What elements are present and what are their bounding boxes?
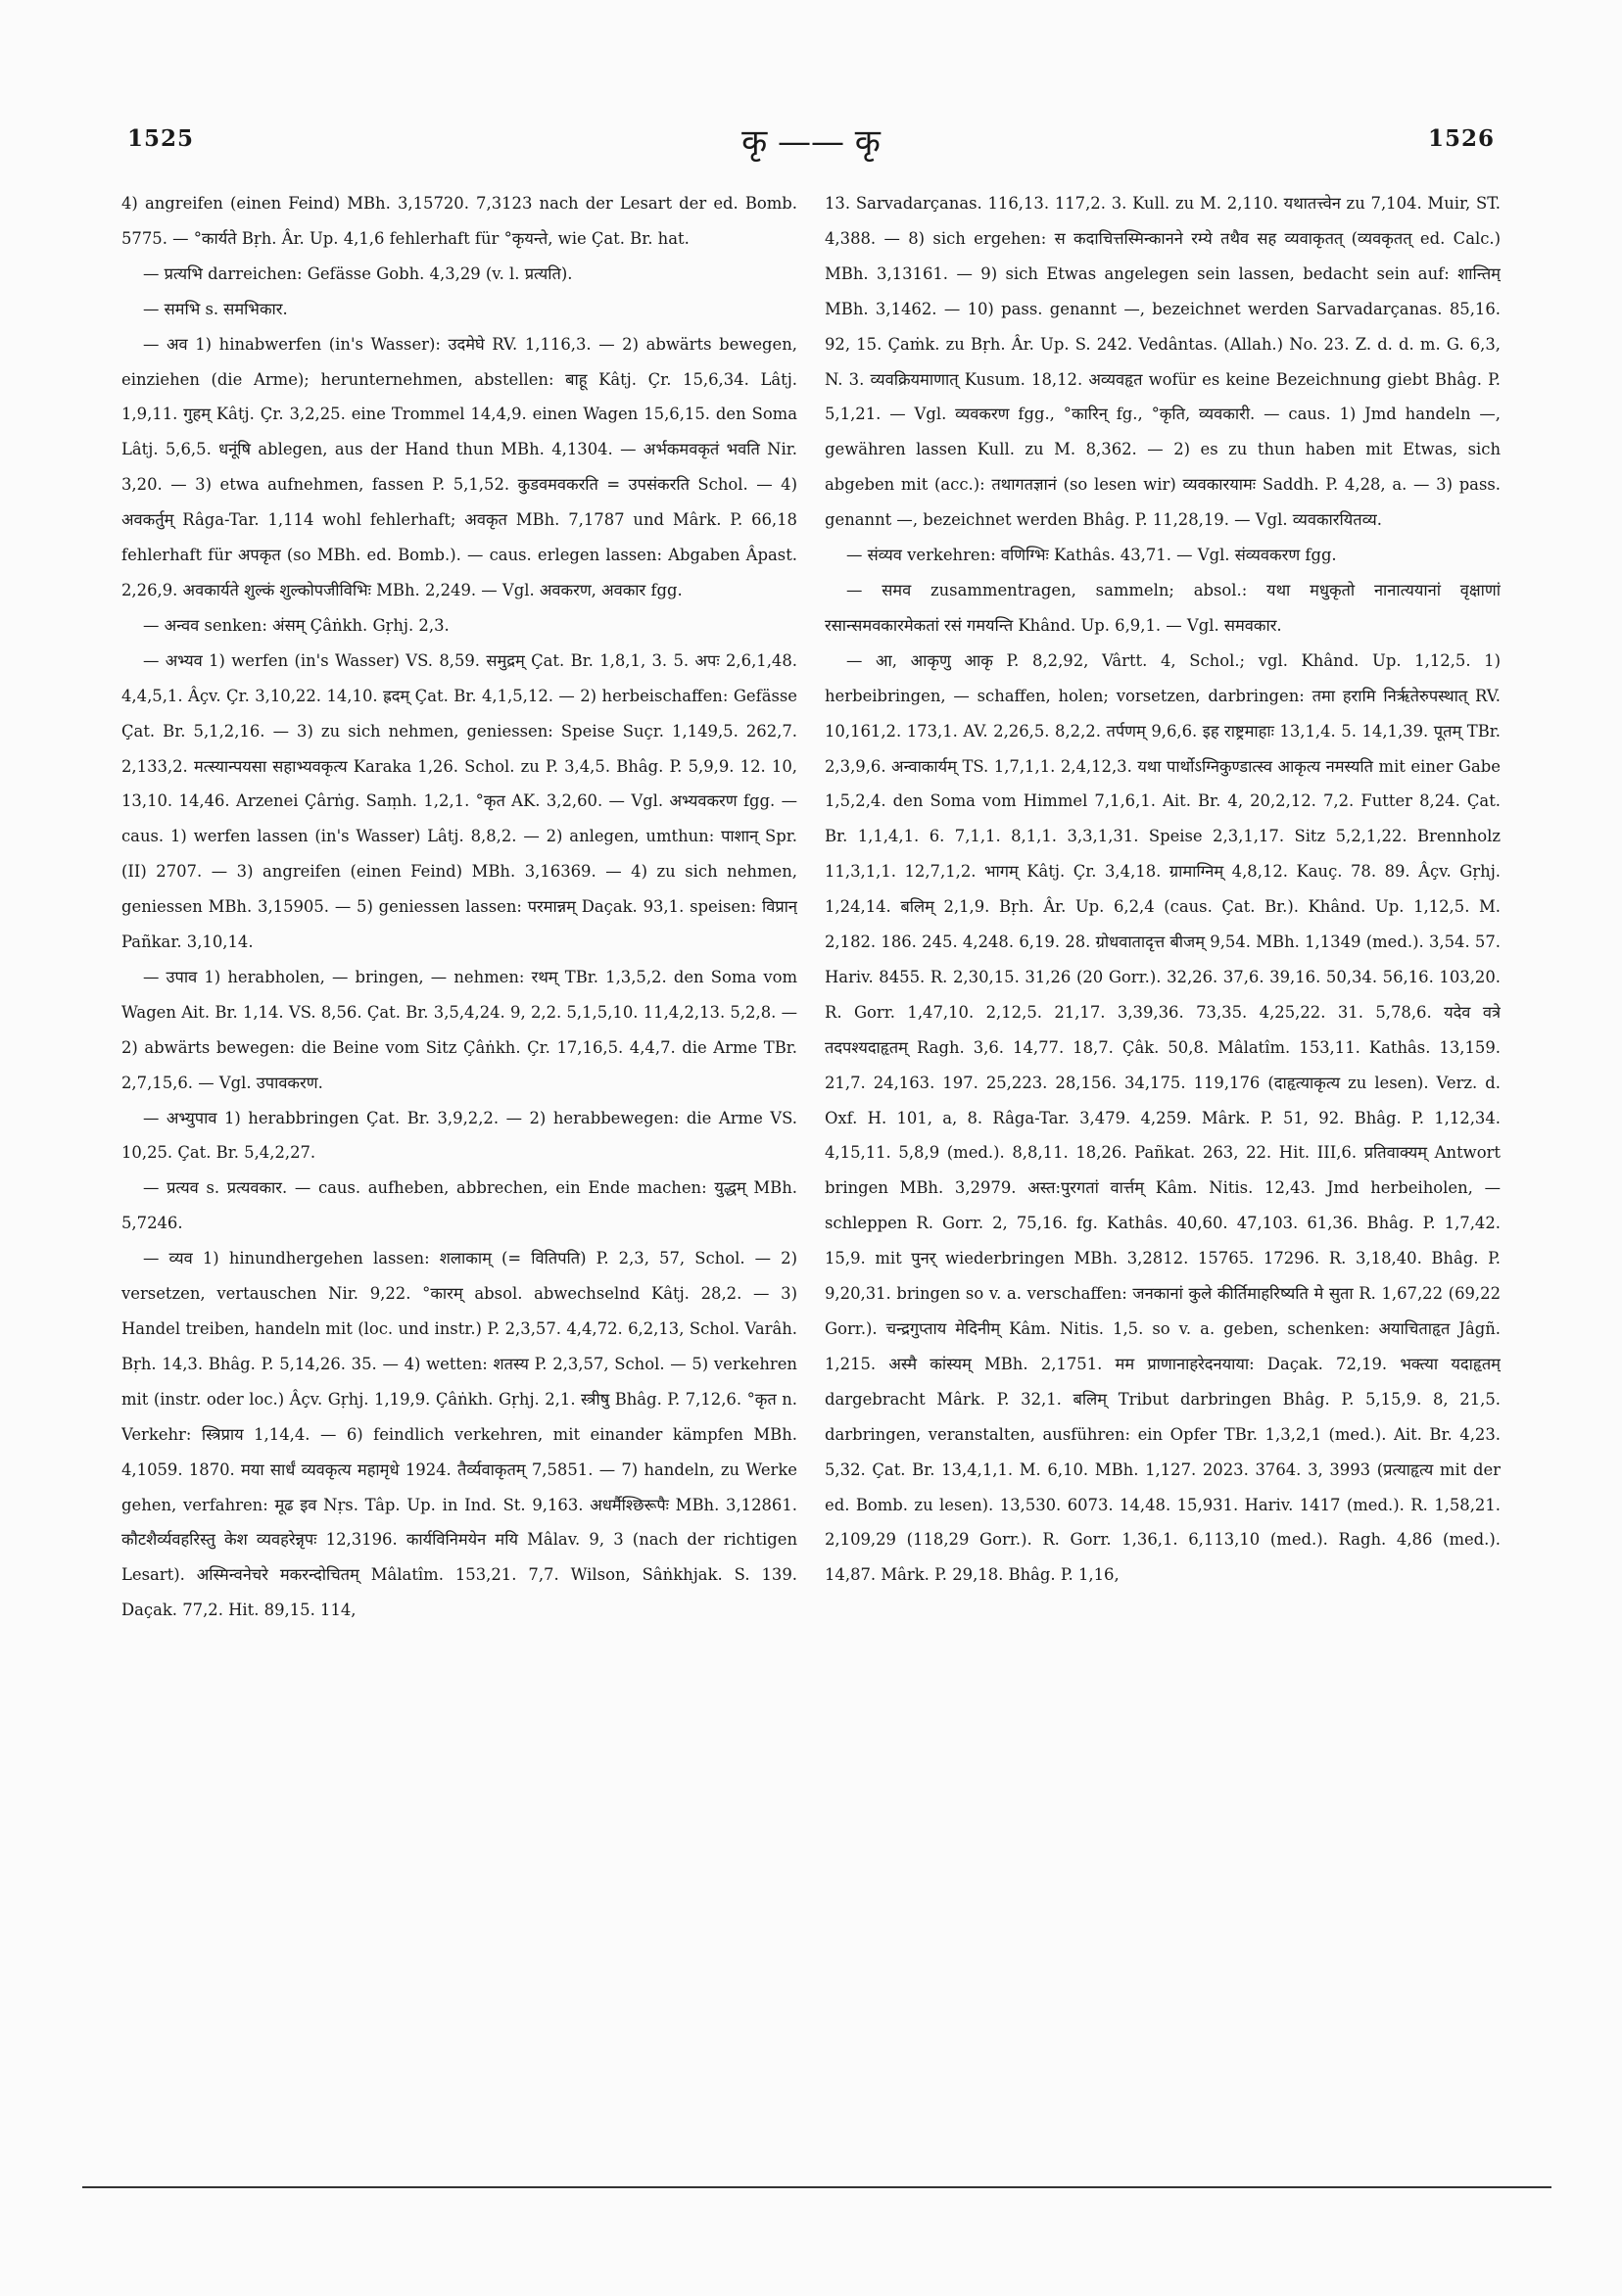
entry-paragraph: 4) angreifen (einen Feind) MBh. 3,15720. 7,3123 nach der Lesart der ed. Bomb. 5775. — °कार्यते Bṛh. Âr. Up. 4,1,6 fehlerhaft für °कृयन्ते, wie Çat. Br. hat.	[121, 194, 797, 248]
entry-paragraph: — अभ्यव 1) werfen (in's Wasser) VS. 8,59. समुद्रम् Çat. Br. 1,8,1, 3. 5. अपः 2,6,1,48. 4,4,5,1. Âçv. Çr. 3,10,22. 14,10. ह्रदम् Çat. Br. 4,1,5,12. — 2) herbeischaffen: Gefässe Çat. Br. 5,1,2,16. — 3) zu sich nehmen, geniessen: Speise Suçr. 1,149,5. 262,7. 2,133,2. मत्स्यान्पयसा सहाभ्यवकृत्य Karaka 1,26. Schol. zu P. 3,4,5. Bhâg. P. 5,9,9. 12. 10, 13,10. 14,46. Arzenei Çârṅg. Saṃh. 1,2,1. °कृत AK. 3,2,60. — Vgl. अभ्यवकरण fgg. — caus. 1) werfen lassen (in's Wasser) Lâtj. 8,8,2. — 2) anlegen, umthun: पाशान् Spr. (II) 2707. — 3) angreifen (einen Feind) MBh. 3,16369. — 4) zu sich nehmen, geniessen MBh. 3,15905. — 5) geniessen lassen: परमान्नम् Daçak. 93,1. speisen: विप्रान् Pañkar. 3,10,14.	[121, 650, 797, 952]
entry-paragraph: — व्यव 1) hinundhergehen lassen: शलाकाम् (= वितिपति) P. 2,3, 57, Schol. — 2) versetzen, vertauschen Nir. 9,22. °कारम् absol. abwechselnd Kâtj. 28,2. — 3) Handel treiben, handeln mit (loc. und instr.) P. 2,3,57. 4,4,72. 6,2,13, Schol. Varâh. Bṛh. 14,3. Bhâg. P. 5,14,26. 35. — 4) wetten: शतस्य P. 2,3,57, Schol. — 5) verkehren mit (instr. oder loc.) Âçv. Gṛhj. 1,19,9. Çâṅkh. Gṛhj. 2,1. स्त्रीषु Bhâg. P. 7,12,6. °कृत n. Verkehr: स्त्रिप्राय 1,14,4. — 6) feindlich verkehren, mit einander kämpfen MBh. 4,1059. 1870. मया सार्धं व्यवकृत्य महामृधे 1924. तैर्व्यवाकृतम् 7,5851. — 7) handeln, zu Werke gehen, verfahren: मूढ इव Nṛs. Tâp. Up. in Ind. St. 9,163. अधर्मैश्छिरूपैः MBh. 3,12861. कौटशैर्व्यवहरिस्तु केश व्यवहरेन्नृपः 12,3196. कार्यविनिमयेन मयि Mâlav. 9, 3 (nach der richtigen Lesart). अस्मिन्वनेचरे मकरन्दोचितम् Mâlatîm. 153,21. 7,7. Wilson, Sâṅkhjak. S. 139. Daçak. 77,2. Hit. 89,15. 114,	[121, 1249, 797, 1620]
page-number-right: 1526	[1427, 125, 1495, 152]
entry-paragraph: — अव 1) hinabwerfen (in's Wasser): उदमेघे RV. 1,116,3. — 2) abwärts bewegen, einziehen (die Arme); herunternehmen, abstellen: बाहू Kâtj. Çr. 15,6,34. Lâtj. 1,9,11. गुहम् Kâtj. Çr. 3,2,25. eine Trommel 14,4,9. einen Wagen 15,6,15. den Soma Lâtj. 5,6,5. धनूंषि ablegen, aus der Hand thun MBh. 4,1304. — अर्भकमवकृतं भवति Nir. 3,20. — 3) etwa aufnehmen, fassen P. 5,1,52. कुडवमवकरति = उपसंकरति Schol. — 4) अवकर्तुम् Râga-Tar. 1,114 wohl fehlerhaft; अवकृत MBh. 7,1787 und Mârk. P. 66,18 fehlerhaft für अपकृत (so MBh. ed. Bomb.). — caus. erlegen lassen: Abgaben Âpast. 2,26,9. अवकार्यते शुल्कं शुल्कोपजीविभिः MBh. 2,249. — Vgl. अवकरण, अवकार fgg.	[121, 334, 797, 599]
footer-rule	[82, 2186, 1551, 2188]
page-number-left: 1525	[127, 125, 195, 152]
entry-paragraph: — समव zusammentragen, sammeln; absol.: यथा मधुकृतो नानात्ययानां वृक्षाणां रसान्समवकारमेकतां रसं गमयन्ति Khând. Up. 6,9,1. — Vgl. समवकार.	[825, 580, 1501, 635]
left-column	[121, 186, 797, 2077]
right-column	[825, 186, 1501, 2077]
entry-paragraph: — उपाव 1) herabholen, — bringen, — nehmen: रथम् TBr. 1,3,5,2. den Soma vom Wagen Ait. Br. 1,14. VS. 8,56. Çat. Br. 3,5,4,24. 9, 2,2. 5,1,5,10. 11,4,2,13. 5,2,8. — 2) abwärts bewegen: die Beine vom Sitz Çâṅkh. Çr. 17,16,5. 4,4,7. die Arme TBr. 2,7,15,6. — Vgl. उपावकरण.	[121, 967, 797, 1092]
entry-paragraph: 13. Sarvadarçanas. 116,13. 117,2. 3. Kull. zu M. 2,110. यथातत्त्वेन zu 7,104. Muir, ST. 4,388. — 8) sich ergehen: स कदाचित्तस्मिन्कानने रम्ये तथैव सह व्यवाकृतत् (व्यवकृतत् ed. Calc.) MBh. 3,13161. — 9) sich Etwas angelegen sein lassen, bedacht sein auf: शान्तिम् MBh. 3,1462. — 10) pass. genannt —, bezeichnet werden Sarvadarçanas. 85,16. 92, 15. Çaṁk. zu Bṛh. Âr. Up. S. 242. Vedântas. (Allah.) No. 23. Z. d. d. m. G. 6,3, N. 3. व्यवक्रियमाणात् Kusum. 18,12. अव्यवहृत wofür es keine Bezeichnung giebt Bhâg. P. 5,1,21. — Vgl. व्यवकरण fgg., °कारिन् fg., °कृति, व्यवकारी. — caus. 1) Jmd handeln —, gewähren lassen Kull. zu M. 8,362. — 2) es zu thun haben mit Etwas, sich abgeben mit (acc.): तथागतज्ञानं (so lesen wir) व्यवकारयामः Saddh. P. 4,28, a. — 3) pass. genannt —, bezeichnet werden Bhâg. P. 11,28,19. — Vgl. व्यवकारयितव्य.	[825, 194, 1501, 530]
entry-paragraph: — प्रत्यभि darreichen: Gefässe Gobh. 4,3,29 (v. l. प्रत्यति).	[143, 263, 573, 283]
entry-paragraph: — प्रत्यव s. प्रत्यवकार. — caus. aufheben, abbrechen, ein Ende machen: युद्धम् MBh. 5,7246.	[121, 1178, 797, 1233]
running-head: कृ —— कृ	[741, 122, 881, 162]
entry-paragraph: — संव्यव verkehren: वणिग्भिः Kathâs. 43,71. — Vgl. संव्यवकरण fgg.	[846, 546, 1337, 565]
entry-paragraph: — अन्वव senken: अंसम् Çâṅkh. Gṛhj. 2,3.	[143, 615, 450, 635]
entry-paragraph: — अभ्युपाव 1) herabbringen Çat. Br. 3,9,2,2. — 2) herabbewegen: die Arme VS. 10,25. Çat. Br. 5,4,2,27.	[121, 1108, 797, 1163]
page-header	[127, 122, 1495, 174]
entry-paragraph: — आ, आकृणु आकृ P. 8,2,92, Vârtt. 4, Schol.; vgl. Khând. Up. 1,12,5. 1) herbeibringen, — schaffen, holen; vorsetzen, darbringen: तमा हरामि निर्ऋतेरुपस्थात् RV. 10,161,2. 173,1. AV. 2,26,5. 8,2,2. तर्पणम् 9,6,6. इह राष्ट्रमाहाः 13,1,4. 5. 14,1,39. पूतम् TBr. 2,3,9,6. अन्वाकार्यम् TS. 1,7,1,1. 2,4,12,3. यथा पार्थोऽग्निकुण्डात्स्व आकृत्य नमस्यति mit einer Gabe 1,5,2,4. den Soma vom Himmel 7,1,6,1. Ait. Br. 4, 20,2,12. 7,2. Futter 8,24. Çat. Br. 1,1,4,1. 6. 7,1,1. 8,1,1. 3,3,1,31. Speise 2,3,1,17. Sitz 5,2,1,22. Brennholz 11,3,1,1. 12,7,1,2. भागम् Kâtj. Çr. 3,4,18. ग्रामाग्निम् 4,8,12. Kauç. 78. 89. Âçv. Gṛhj. 1,24,14. बलिम् 2,1,9. Bṛh. Âr. Up. 6,2,4 (caus. Çat. Br.). Khând. Up. 1,12,5. M. 2,182. 186. 245. 4,248. 6,19. 28. ग्रोधवातादृत्त बीजम् 9,54. MBh. 1,1349 (med.). 3,54. 57. Hariv. 8455. R. 2,30,15. 31,26 (20 Gorr.). 32,26. 37,6. 39,16. 50,34. 56,16. 103,20. R. Gorr. 1,47,10. 2,12,5. 21,17. 3,39,36. 73,35. 4,25,22. 31. 5,78,6. यदेव वत्रे तदपश्यदाहृतम् Ragh. 3,6. 14,77. 18,7. Çâk. 50,8. Mâlatîm. 153,11. Kathâs. 13,159. 21,7. 24,163. 197. 25,223. 28,156. 34,175. 119,176 (दाहृत्याकृत्य zu lesen). Verz. d. Oxf. H. 101, a, 8. Râga-Tar. 3,479. 4,259. Mârk. P. 51, 92. Bhâg. P. 1,12,34. 4,15,11. 5,8,9 (med.). 8,8,11. 18,26. Pañkat. 263, 22. Hit. III,6. प्रतिवाक्यम् Antwort bringen MBh. 3,2979. अस्त:पुरगतां वार्त्तम् Kâm. Nitis. 12,43. Jmd herbeiholen, — schleppen R. Gorr. 2, 75,16. fg. Kathâs. 40,60. 47,103. 61,36. Bhâg. P. 1,7,42. 15,9. mit पुनर् wiederbringen MBh. 3,2812. 15765. 17296. R. 3,18,40. Bhâg. P. 9,20,31. bringen so v. a. verschaffen: जनकानां कुले कीर्तिमाहरिष्यति मे सुता R. 1,67,22 (69,22 Gorr.). चन्द्रगुप्ताय मेदिनीम् Kâm. Nitis. 1,5. so v. a. geben, schenken: अयाचिताहृत Jâgñ. 1,215. अस्मै कांस्यम् MBh. 2,1751. मम प्राणानाहरेदनयाया: Daçak. 72,19. भक्त्या यदाहृतम् dargebracht Mârk. P. 32,1. बलिम् Tribut darbringen Bhâg. P. 5,15,9. 8, 21,5. darbringen, veranstalten, ausführen: ein Opfer TBr. 1,3,2,1 (med.). Ait. Br. 4,23. 5,32. Çat. Br. 13,4,1,1. M. 6,10. MBh. 1,127. 2023. 3764. 3, 3993 (प्रत्याहृत्य mit der ed. Bomb. zu lesen). 13,530. 6073. 14,48. 15,931. Hariv. 1417 (med.). R. 1,58,21. 2,109,29 (118,29 Gorr.). R. Gorr. 1,36,1. 6,113,10 (med.). Ragh. 4,86 (med.). 14,87. Mârk. P. 29,18. Bhâg. P. 1,16,	[825, 650, 1501, 1585]
entry-paragraph: — समभि s. समभिकार.	[143, 299, 288, 318]
